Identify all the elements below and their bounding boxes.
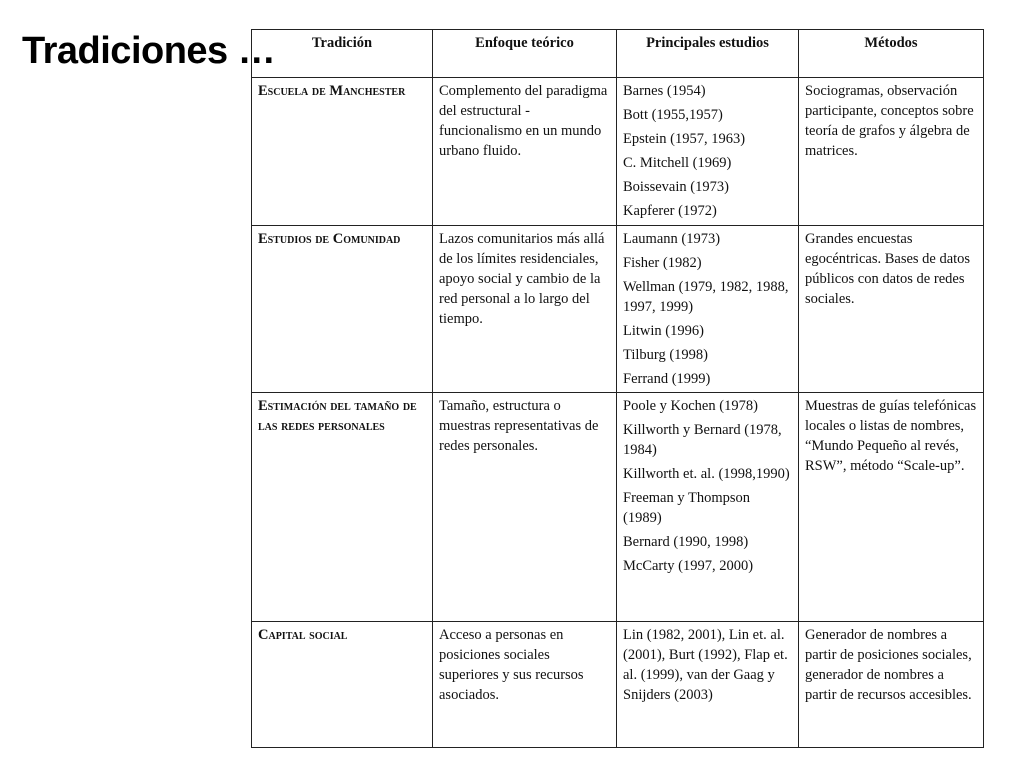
estudios-cell <box>617 78 799 226</box>
study-item: Ferrand (1999) <box>623 371 711 387</box>
tradicion-cell: Capital social <box>252 622 433 748</box>
table-row <box>252 226 984 393</box>
study-item: Tilburg (1998) <box>623 347 709 363</box>
estudios-cell <box>617 226 799 393</box>
metodos-cell: Generador de nombres a partir de posiciones sociales, generador de nombres a partir de recursos accesibles. <box>799 622 984 748</box>
study-item: Killworth y Bernard (1978, 1984) <box>623 422 782 458</box>
enfoque-cell: Acceso a personas en posiciones sociales superiores y sus recursos asociados. <box>433 622 617 748</box>
tradicion-cell: Estudios de Comunidad <box>252 226 433 393</box>
tradicion-cell: Escuela de Manchester <box>252 78 433 226</box>
header-enfoque: Enfoque teórico <box>433 30 617 78</box>
enfoque-cell: Complemento del paradigma del estructural - funcionalismo en un mundo urbano fluido. <box>433 78 617 226</box>
estudios-cell: Lin (1982, 2001), Lin et. al. (2001), Burt (1992), Flap et. al. (1999), van der Gaag y Snijders (2003) <box>617 622 799 748</box>
study-item: Bernard (1990, 1998) <box>623 534 749 550</box>
table-row <box>252 622 984 748</box>
header-tradicion: Tradición <box>252 30 433 78</box>
enfoque-cell: Lazos comunitarios más allá de los límites residenciales, apoyo social y cambio de la red personal a lo largo del tiempo. <box>433 226 617 393</box>
study-item: Freeman y Thompson (1989) <box>623 490 750 526</box>
study-item: Killworth et. al. (1998,1990) <box>623 466 790 482</box>
study-item: Bott (1955,1957) <box>623 107 723 123</box>
study-item: Poole y Kochen (1978) <box>623 398 758 414</box>
study-item: Epstein (1957, 1963) <box>623 131 746 147</box>
study-item: Boissevain (1973) <box>623 179 729 195</box>
table-row <box>252 78 984 226</box>
page-title: Tradiciones … <box>22 30 276 72</box>
metodos-cell: Grandes encuestas egocéntricas. Bases de datos públicos con datos de redes sociales. <box>799 226 984 393</box>
study-item: Barnes (1954) <box>623 83 706 99</box>
estudios-cell <box>617 393 799 622</box>
traditions-table <box>251 29 984 748</box>
header-estudios: Principales estudios <box>617 30 799 78</box>
study-item: McCarty (1997, 2000) <box>623 558 754 574</box>
study-item: Litwin (1996) <box>623 323 704 339</box>
study-item: Wellman (1979, 1982, 1988, 1997, 1999) <box>623 279 789 315</box>
table-header-row <box>252 30 984 78</box>
table-row <box>252 393 984 622</box>
study-item: Fisher (1982) <box>623 255 702 271</box>
study-item: Kapferer (1972) <box>623 203 717 219</box>
metodos-cell: Muestras de guías telefónicas locales o listas de nombres, “Mundo Pequeño al revés, RSW”, método “Scale-up”. <box>799 393 984 622</box>
metodos-cell: Sociogramas, observación participante, conceptos sobre teoría de grafos y álgebra de matrices. <box>799 78 984 226</box>
study-item: C. Mitchell (1969) <box>623 155 732 171</box>
study-item: Laumann (1973) <box>623 231 721 247</box>
header-metodos: Métodos <box>799 30 984 78</box>
enfoque-cell: Tamaño, estructura o muestras representativas de redes personales. <box>433 393 617 622</box>
tradicion-cell: Estimación del tamaño de las redes personales <box>252 393 433 622</box>
